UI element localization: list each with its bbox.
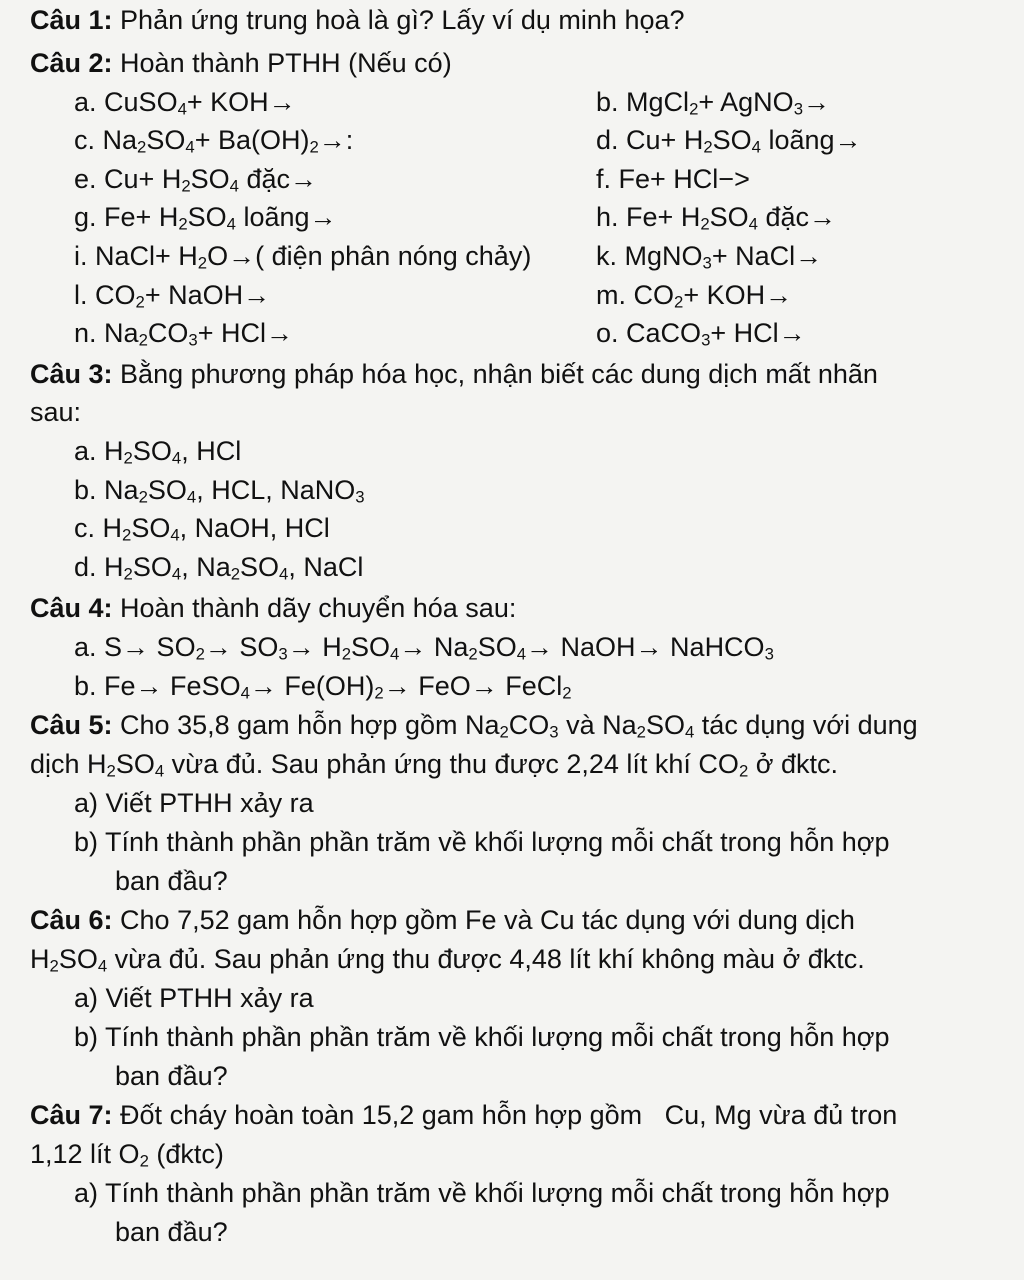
q2-item-k: k. MgNO$_3$+ NaCl→ <box>596 241 823 273</box>
q3-line-cont: sau: <box>30 397 82 427</box>
q7-line-cont: 1,12 lít $O_2$ (đktc) <box>30 1139 224 1171</box>
q2-item-m: m. $CO_2+ KOH\to$ <box>596 280 793 312</box>
q2-item-e: e. $Cu+ H_2SO_4$ đặc→ <box>74 164 318 196</box>
q2-item-l: l. $CO_2+$ NaOH→ <box>74 280 271 312</box>
q5-item-b: b) Tính thành phần phần trăm về khối lượng mỗi chất trong hỗn hợp <box>74 827 890 857</box>
q5-item-b-cont: ban đầu? <box>115 866 228 896</box>
q7-item-a-cont: ban đầu? <box>115 1217 228 1247</box>
q2-item-a: a. CuSO$_4$+ KOH→ <box>74 87 296 119</box>
q4-item-a: a. $S\to SO_2\to SO_3\to H_2SO_4\to Na_2SO_4\to$ NaOH→ NaHCO$_3$ <box>74 632 774 664</box>
q6-item-b-cont: ban đầu? <box>115 1061 228 1091</box>
q5-line-cont: dịch $H_2SO_4$ vừa đủ. Sau phản ứng thu được 2,24 lít khí $CO_2$ ở đktc. <box>30 749 838 781</box>
q2-item-b: b. MgCl$_2$+ AgNO$_3$→ <box>596 87 830 119</box>
q6-line: Câu 6: Cho 7,52 gam hỗn hợp gồm Fe và Cu tác dụng với dung dịch <box>30 905 855 935</box>
q3-item-b: b. $Na_2SO_4$, HCL, NaNO$_3$ <box>74 475 365 507</box>
q2-item-i: i. NaCl+ $H_2O\to$( điện phân nóng chảy) <box>74 241 532 273</box>
q2-item-f: f. Fe+ HCl−> <box>596 164 750 194</box>
q6-line-cont: $H_2SO_4$ vừa đủ. Sau phản ứng thu được 4,48 lít khí không màu ở đktc. <box>30 944 865 976</box>
q2-item-c: c. $Na_2SO_4+ Ba(OH)_2\to$: <box>74 125 354 157</box>
q6-item-b: b) Tính thành phần phần trăm về khối lượng mỗi chất trong hỗn hợp <box>74 1022 890 1052</box>
q2-item-o: o. CaCO$_3$+ HCl→ <box>596 318 806 350</box>
q7-item-a: a) Tính thành phần phần trăm về khối lượng mỗi chất trong hỗn hợp <box>74 1178 890 1208</box>
q5-line: Câu 5: Cho 35,8 gam hỗn hợp gồm $Na_2CO_3$ và $Na_2SO_4$ tác dụng với dung <box>30 710 918 742</box>
q7-line: Câu 7: Đốt cháy hoàn toàn 15,2 gam hỗn hợp gồm Cu, Mg vừa đủ tron <box>30 1100 898 1130</box>
q3-item-c: c. $H_2SO_4$, NaOH, HCl <box>74 513 330 545</box>
q2-item-h: h. $Fe+ H_2SO_4$ đặc→ <box>596 202 837 234</box>
q3-item-a: a. $H_2SO_4$, HCl <box>74 436 242 468</box>
q2-line: Câu 2: Hoàn thành PTHH (Nếu có) <box>30 48 452 78</box>
q2-item-n: n. $Na_2CO_3+ HCl\to$ <box>74 318 293 350</box>
q6-item-a: a) Viết PTHH xảy ra <box>74 983 314 1013</box>
q5-item-a: a) Viết PTHH xảy ra <box>74 788 314 818</box>
q1-line: Câu 1: Phản ứng trung hoà là gì? Lấy ví dụ minh họa? <box>30 5 685 35</box>
q3-line: Câu 3: Bằng phương pháp hóa học, nhận biết các dung dịch mất nhãn <box>30 359 878 389</box>
q2-item-g: g. $Fe+ H_2SO_4$ loãng→ <box>74 202 337 234</box>
q2-item-d: d. $Cu+ H_2SO_4$ loãng→ <box>596 125 862 157</box>
q4-line: Câu 4: Hoàn thành dãy chuyển hóa sau: <box>30 593 517 623</box>
q3-item-d: d. $H_2SO_4$, $Na_2SO_4$, NaCl <box>74 552 364 584</box>
q4-item-b: b. Fe→ FeSO$_4$→ $Fe(OH)_2\to FeO\to$ FeCl$_2$ <box>74 671 572 703</box>
